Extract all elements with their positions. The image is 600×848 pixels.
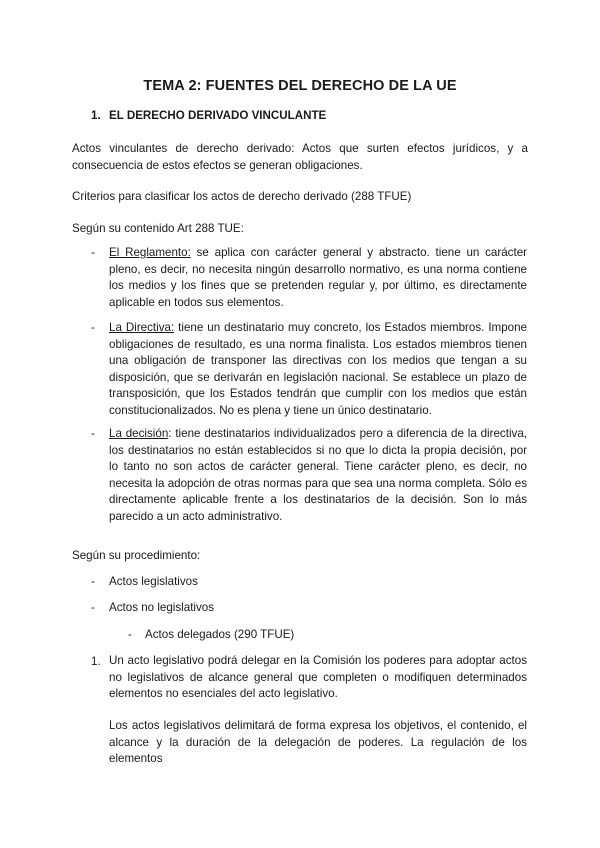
page-title: TEMA 2: FUENTES DEL DERECHO DE LA UE [143,78,457,94]
list-item-no-legislativos: Actos no legislativos [109,601,215,614]
dash-bullet: - [91,427,95,440]
list-item-directiva [109,320,527,419]
term-decision: La decisión [109,427,169,440]
criteria-paragraph: Criterios para clasificar los actos de derecho derivado (288 TFUE) [72,190,412,203]
numbered-paragraph-1: Un acto legislativo podrá delegar en la Comisión los poderes para adoptar actos no legislativos de alcance general que completen o modifiquen determinados elementos no esenciales del acto legislativo. [109,654,527,700]
term-reglamento: El Reglamento: [109,246,191,259]
dash-bullet: - [91,575,95,588]
intro-paragraph: Actos vinculantes de derecho derivado: Actos que surten efectos jurídicos, y a consecuencia de estos efectos se generan obligaciones. [72,142,528,172]
numbered-marker: 1. [91,655,101,668]
section-label: EL DERECHO DERIVADO VINCULANTE [109,109,327,122]
list-item-legislativos: Actos legislativos [109,575,198,588]
desc-decision: : tiene destinatarios individualizados pero a diferencia de la directiva, los destinatarios no están establecidos si no que lo dicta la propia decisión, por lo tanto no son actos de carácter general. Tiene carácter pleno, es decir, no necesita la adopción de otras normas para que sea una norma completa. Sólo es directamente aplicable frente a los destinatarios de la decisión. Son lo más parecido a un acto administrativo. [109,427,527,523]
dash-bullet: - [128,628,132,641]
content-heading: Según su contenido Art 288 TUE: [72,222,244,235]
numbered-paragraph-2: Los actos legislativos delimitará de forma expresa los objetivos, el contenido, el alcance y la duración de la delegación de poderes. La regulación de los elementos [109,719,527,765]
list-item-actos-delegados: Actos delegados (290 TFUE) [145,628,295,641]
list-item-reglamento [109,245,527,311]
desc-directiva: tiene un destinatario muy concreto, los Estados miembros. Impone obligaciones de resultado, es una norma finalista. Los estados miembros tienen una obligación de transponer las directivas con los medios que tengan a su disposición, que se derivarán en legislación nacional. Se establece un plazo de transposición, que los Estados tendrán que cumplir con los medios que están constitucionalizados. No es plena y tiene un único destinatario. [109,321,527,417]
section-number: 1. [91,109,101,122]
list-item-decision [109,426,527,525]
procedure-heading: Según su procedimiento: [72,549,201,562]
term-directiva: La Directiva: [109,321,175,334]
dash-bullet: - [91,601,95,614]
dash-bullet: - [91,321,95,334]
dash-bullet: - [91,246,95,259]
desc-reglamento: se aplica con carácter general y abstracto. tiene un carácter pleno, es decir, no necesita ningún desarrollo normativo, es una norma contiene los medios y los fines que se pretenden regular y, por último, es directamente aplicable en todos sus elementos. [109,246,528,309]
